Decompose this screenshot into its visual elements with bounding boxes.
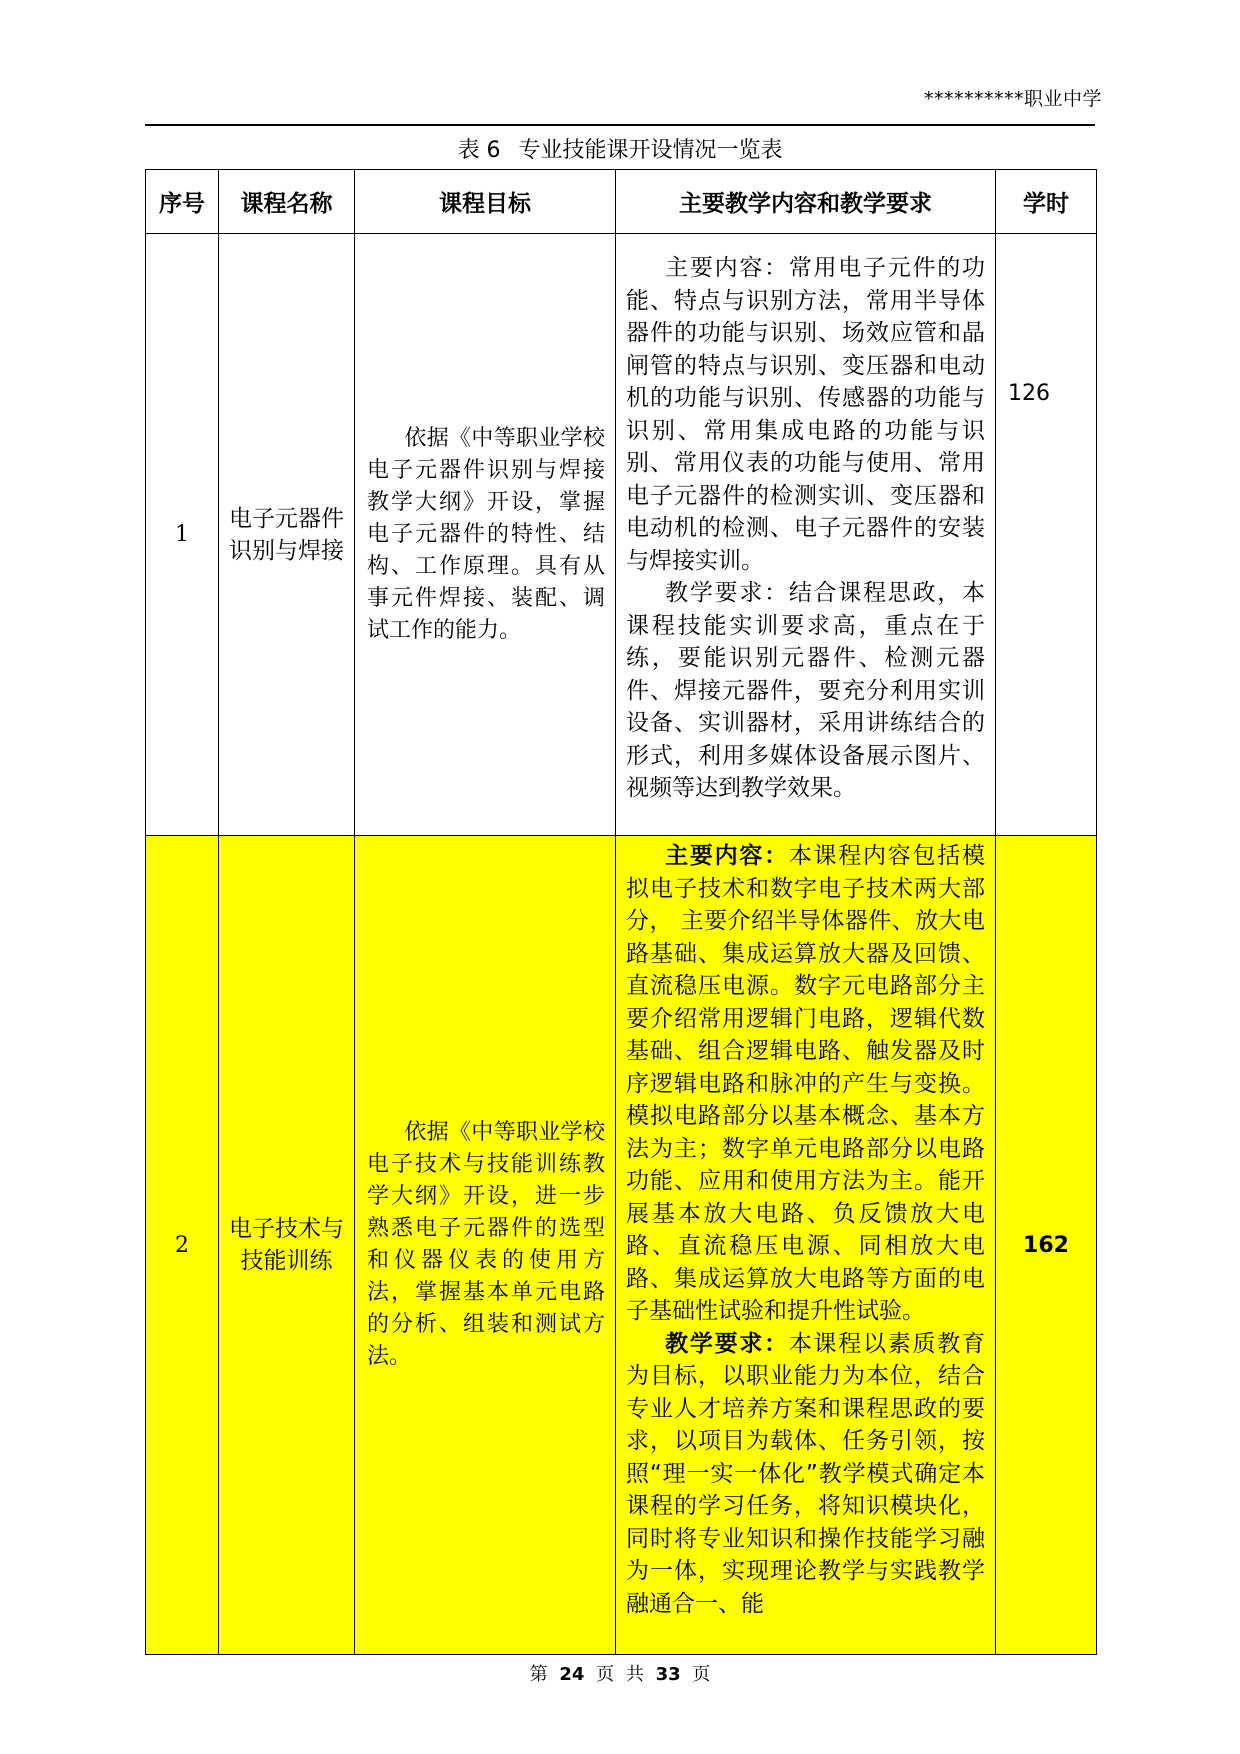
table-title: 专业技能课开设情况一览表 [518,138,783,163]
col-header-content: 主要教学内容和教学要求 [616,170,996,234]
col-header-goal: 课程目标 [355,170,616,234]
table-row [146,836,1097,1655]
page-total: 33 [655,1664,681,1685]
table-header-row [146,170,1097,234]
col-header-index: 序号 [146,170,219,234]
course-hours: 162 [996,836,1097,1655]
course-name: 电子技术与技能训练 [219,836,355,1655]
content-text: 常用电子元件的功能、特点与识别方法，常用半导体器件的功能与识别、场效应管和晶闸管的特点与识别、变压器和电动机的功能与识别、传感器的功能与识别、常用集成电路的功能与识别、常用仪表的功能与使用、常用电子元器件的检测实训、变压器和电动机的检测、电子元器件的安装与焊接实训。 [626,255,986,574]
table-caption [145,133,1095,164]
table-number: 表 6 [457,138,501,163]
requirement-label: 教学要求： [665,580,789,606]
col-header-name: 课程名称 [219,170,355,234]
course-table [145,169,1097,1655]
course-goal: 依据《中等职业学校电子元器件识别与焊接教学大纲》开设，掌握电子元器件的特性、结构、工作原理。具有从事元件焊接、装配、调试工作的能力。 [355,234,616,836]
row-index: 2 [146,836,219,1655]
content-label: 主要内容： [665,843,789,869]
content-label: 主要内容： [665,255,789,281]
course-content [616,836,996,1655]
course-name: 电子元器件识别与焊接 [219,234,355,836]
page-number: 24 [559,1664,585,1685]
header-rule [145,124,1095,126]
requirement-text: 本课程以素质教育为目标，以职业能力为本位，结合专业人才培养方案和课程思政的要求，以项目为载体、任务引领，按照“理一实一体化”教学模式确定本课程的学习任务，将知识模块化，同时将专业知识和操作技能学习融为一体，实现理论教学与实践教学融通合一、能 [626,1330,986,1617]
course-hours: 126 [996,234,1097,836]
requirement-text: 结合课程思政，本课程技能实训要求高，重点在于练，要能识别元器件、检测元器件、焊接元器件，要充分利用实训设备、实训器材，采用讲练结合的形式，利用多媒体设备展示图片、视频等达到教学效果。 [626,580,986,801]
requirement-label: 教学要求： [665,1330,789,1357]
table-row [146,234,1097,836]
header-school-name: **********职业中学 [923,88,1102,110]
course-content [616,234,996,836]
course-goal: 依据《中等职业学校电子技术与技能训练教学大纲》开设，进一步熟悉电子元器件的选型和仪器仪表的使用方法，掌握基本单元电路的分析、组装和测试方法。 [355,836,616,1655]
row-index: 1 [146,234,219,836]
content-text: 本课程内容包括模拟电子技术和数字电子技术两大部分， 主要介绍半导体器件、放大电路基础、集成运算放大器及回馈、直流稳压电源。数字元电路部分主要介绍常用逻辑门电路，逻辑代数基础、组合逻辑电路、触发器及时序逻辑电路和脉冲的产生与变换。模拟电路部分以基本概念、基本方法为主；数字单元电路部分以电路功能、应用和使用方法为主。能开展基本放大电路、负反馈放大电路、直流稳压电源、同相放大电路、集成运算放大电路等方面的电子基础性试验和提升性试验。 [626,843,986,1324]
col-header-hours: 学时 [996,170,1097,234]
page-footer: 第 24 页 共 33 页 [529,1664,711,1685]
